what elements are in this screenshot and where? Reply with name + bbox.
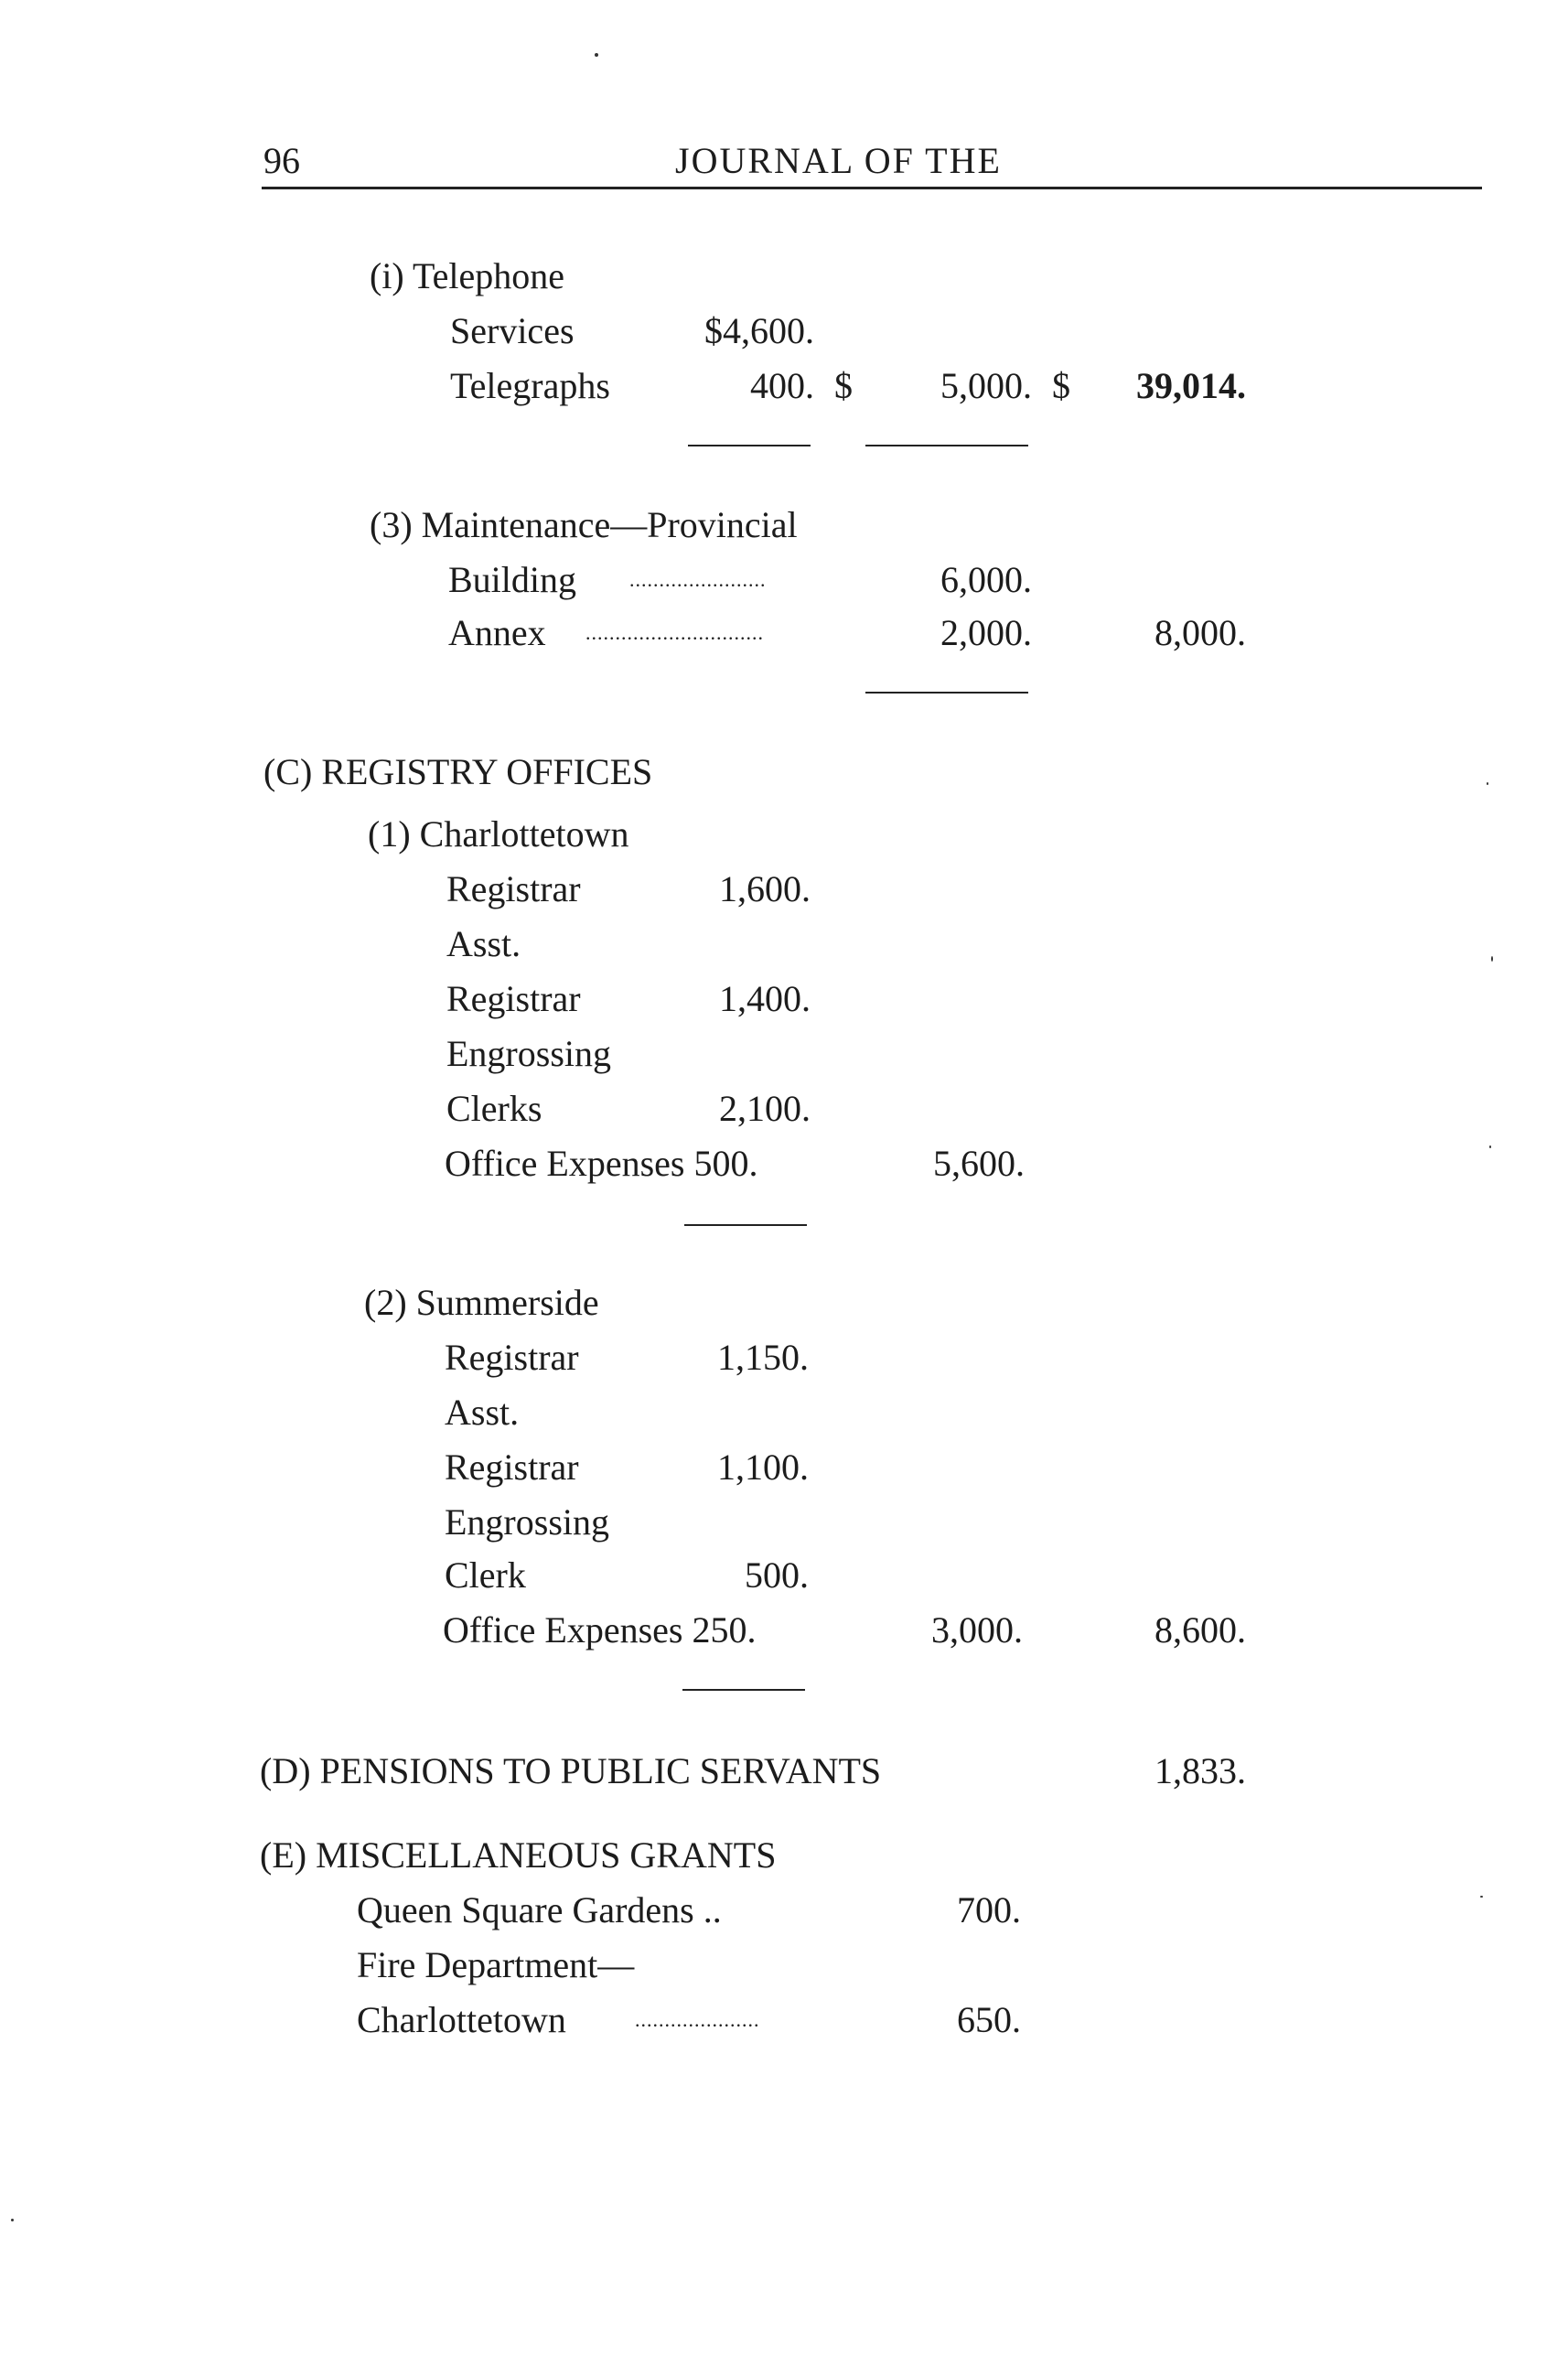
engrossing-label: Engrossing	[446, 1033, 611, 1074]
telephone-total: 39,014.	[1136, 365, 1246, 406]
queen-square-label: Queen Square Gardens ..	[357, 1889, 722, 1930]
fire-department-label: Fire Department—	[357, 1944, 635, 1985]
misc-heading: (E) MISCELLANEOUS GRANTS	[260, 1834, 777, 1876]
registrar-amount: 1,600.	[719, 868, 811, 909]
running-title: JOURNAL OF THE	[675, 140, 1002, 181]
telephone-label: (i) Telephone	[370, 255, 565, 296]
asst-registrar-amount: 1,100.	[717, 1446, 809, 1488]
page-number: 96	[263, 140, 300, 181]
dollar-sign: $	[834, 365, 853, 406]
building-label: Building	[448, 559, 577, 600]
registrar-label: Registrar	[446, 868, 581, 909]
scan-speck	[1489, 1145, 1491, 1148]
pensions-total: 1,833.	[1155, 1750, 1246, 1791]
clerks-label: Clerks	[446, 1088, 542, 1129]
annex-amount: 2,000.	[940, 612, 1032, 653]
services-label: Services	[450, 310, 575, 351]
leader-dots: .......................	[629, 568, 767, 591]
asst-registrar-label: Registrar	[446, 978, 581, 1019]
office-expenses: Office Expenses 250.	[443, 1609, 757, 1651]
asst-registrar-amount: 1,400.	[719, 978, 811, 1019]
leader-dots: .....................	[635, 2008, 760, 2031]
charlottetown-subtotal: 5,600.	[933, 1143, 1025, 1184]
clerk-label: Clerk	[445, 1554, 526, 1596]
services-amount: $4,600.	[704, 310, 814, 351]
building-amount: 6,000.	[940, 559, 1032, 600]
annex-label: Annex	[448, 612, 546, 653]
maintenance-total: 8,000.	[1155, 612, 1246, 653]
sum-rule	[865, 692, 1028, 694]
scan-speck	[1491, 956, 1493, 962]
engrossing-label: Engrossing	[445, 1501, 609, 1543]
clerks-amount: 2,100.	[719, 1088, 811, 1129]
office-expenses: Office Expenses 500.	[445, 1143, 758, 1184]
dollar-sign: $	[1052, 365, 1070, 406]
scan-speck	[1480, 1896, 1483, 1898]
registry-total: 8,600.	[1155, 1609, 1246, 1651]
asst-registrar-label: Registrar	[445, 1446, 579, 1488]
asst-label: Asst.	[446, 923, 521, 964]
sum-rule	[682, 1689, 805, 1691]
clerk-amount: 500.	[745, 1554, 809, 1596]
telegraphs-amount: 400.	[750, 365, 814, 406]
scan-speck	[1487, 782, 1488, 785]
summerside-label: (2) Summerside	[364, 1282, 599, 1323]
scan-speck	[595, 53, 598, 57]
queen-square-amount: 700.	[957, 1889, 1021, 1930]
registry-heading: (C) REGISTRY OFFICES	[263, 751, 653, 792]
registrar-amount: 1,150.	[717, 1337, 809, 1378]
asst-label: Asst.	[445, 1392, 520, 1433]
charlottetown-grant-label: Charlottetown	[357, 1999, 566, 2040]
charlottetown-label: (1) Charlottetown	[368, 813, 629, 855]
maintenance-label: (3) Maintenance—Provincial	[370, 504, 798, 545]
pensions-heading: (D) PENSIONS TO PUBLIC SERVANTS	[260, 1750, 882, 1791]
telephone-subtotal: 5,000.	[940, 365, 1032, 406]
charlottetown-grant-amount: 650.	[957, 1999, 1021, 2040]
sum-rule	[684, 1224, 807, 1226]
sum-rule	[688, 445, 811, 446]
summerside-subtotal: 3,000.	[931, 1609, 1023, 1651]
registrar-label: Registrar	[445, 1337, 579, 1378]
leader-dots: ..............................	[585, 621, 764, 644]
telegraphs-label: Telegraphs	[450, 365, 610, 406]
scan-speck	[11, 2219, 14, 2221]
header-rule	[262, 187, 1482, 189]
sum-rule	[865, 445, 1028, 446]
